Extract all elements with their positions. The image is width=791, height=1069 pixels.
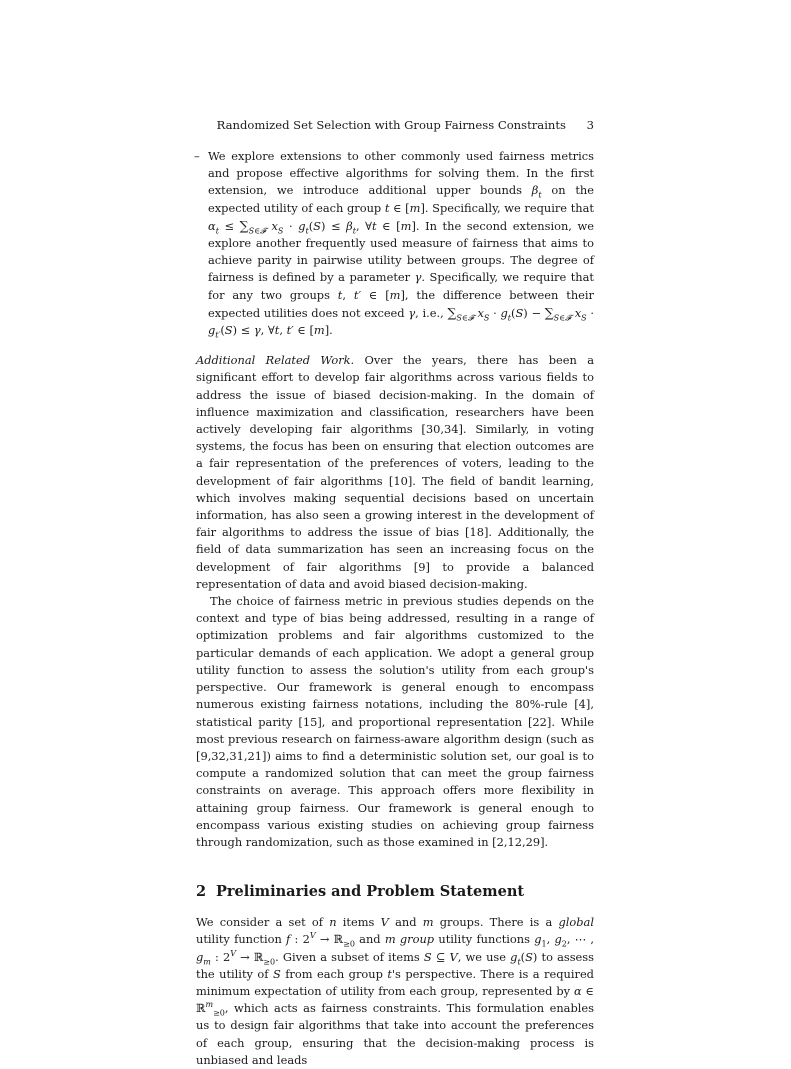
related-work-paragraph [196,352,594,593]
fairness-metric-paragraph: The choice of fairness metric in previous studies depends on the context and type of bias being addressed, resulting in a range of optimization problems and fair algorithms customized to the particular demands of each application. We adopt a general group utility function to assess the solution's utility from each group's perspective. Our framework is general enough to encompass numerous existing fairness notations, including the 80%-rule [4], statistical parity [15], and proportional representation [22]. While most previous research on fairness-aware algorithm design (such as [9,32,31,21]) aims to find a deterministic solution set, our goal is to compute a randomized solution that can meet the group fairness constraints on average. This approach offers more flexibility in attaining group fairness. Our framework is general enough to encompass various existing studies on achieving group fairness through randomization, such as those examined in [2,12,29]. [196,594,594,849]
section-heading [196,883,594,900]
bullet-text: on the expected utility of each group [208,183,595,215]
page-number: 3 [586,118,594,132]
bullet-text: In the second extension, we explore another frequently used measure of fairness that aims to achieve parity in pairwise utility between groups. The degree of fairness is defined by a parameter [208,218,594,285]
body-text [196,148,594,1069]
section-title: Preliminaries and Problem Statement [216,883,525,901]
bullet-text: . Specifically, we require that for any two groups [208,270,594,302]
running-header [196,118,594,136]
section-number: 2 [196,883,207,901]
bullet-text: , i.e., [415,305,448,320]
running-title: Randomized Set Selection with Group Fairness Constraints [216,118,566,132]
bullet-text: Specifically, we require that [432,200,594,215]
bullet-text: , the difference between their expected utilities does not exceed [208,287,594,320]
problem-statement-paragraph: We consider a set of n items V and m groups. There is a global utility function f : $2^V$ → ℝ$_{\ge 0}$ and m group utility functions $g_1$, $g_2$, ⋯ , $g_m$ : $2^V$ → ℝ$_{\ge 0}$. Given a subset of items S ⊆ V, we use $g_t(S)$ to assess the utility of S from each group t's perspective. There is a required minimum expectation of utility from each group, represented by α ∈ ℝ$^m_{\ge 0}$, which acts as fairness constraints. This formulation enables us to design fair algorithms that take into account the preferences of each group, ensuring that the decision-making process is unbiased and leads [196,915,595,1067]
runin-heading: Additional Related Work. [196,353,355,368]
contribution-bullet: – We explore extensions to other commonly used fairness metrics and propose effective algorithms for solving them. In the first extension, we introduce additional upper bounds $\beta_t$ on the expected utility of each group t ∈ [m]. Specifically, we require that $\alpha_t \le \sum_{S\in 𝓕}$ $x_S \cdot g_t(S) \le \beta_t$, ∀t ∈ [m]. In the second extension, we explore another frequently used measure of fairness that aims to achieve parity in pairwise utility between groups. The degree of fairness is defined by a parameter γ. Specifically, we require that for any two groups t, t′ ∈ [m], the difference between their expected utilities does not exceed γ, i.e., $\sum_{S\in 𝓕}$ $x_S \cdot g_t(S) - \sum_{S\in 𝓕}$ $x_S \cdot g_{t'}(S) \le \gamma$, ∀t, t′ ∈ [m]. [194,149,595,340]
related-work-text: Over the years, there has been a significant effort to develop fair algorithms across various fields to address the issue of biased decision-making. In the domain of influence maximization and classification, researchers have been actively developing fair algorithms [30,34]. Similarly, in voting systems, the focus has been on ensuring that election outcomes are a fair representation of the preferences of voters, leading to the development of fair algorithms [10]. The field of bandit learning, which involves making sequential decisions based on uncertain information, has also seen a growing interest in the development of fair algorithms to address the issue of bias [18]. Additionally, the field of data summarization has seen an increasing focus on the development of fair algorithms [9] to provide a balanced representation of data and avoid biased decision-making. [196,353,594,591]
bullet-text: We explore extensions to other commonly used fairness metrics and propose effective algorithms for solving them. In the first extension, we introduce additional upper bounds [208,149,594,198]
bullet-dash: – [194,149,200,163]
